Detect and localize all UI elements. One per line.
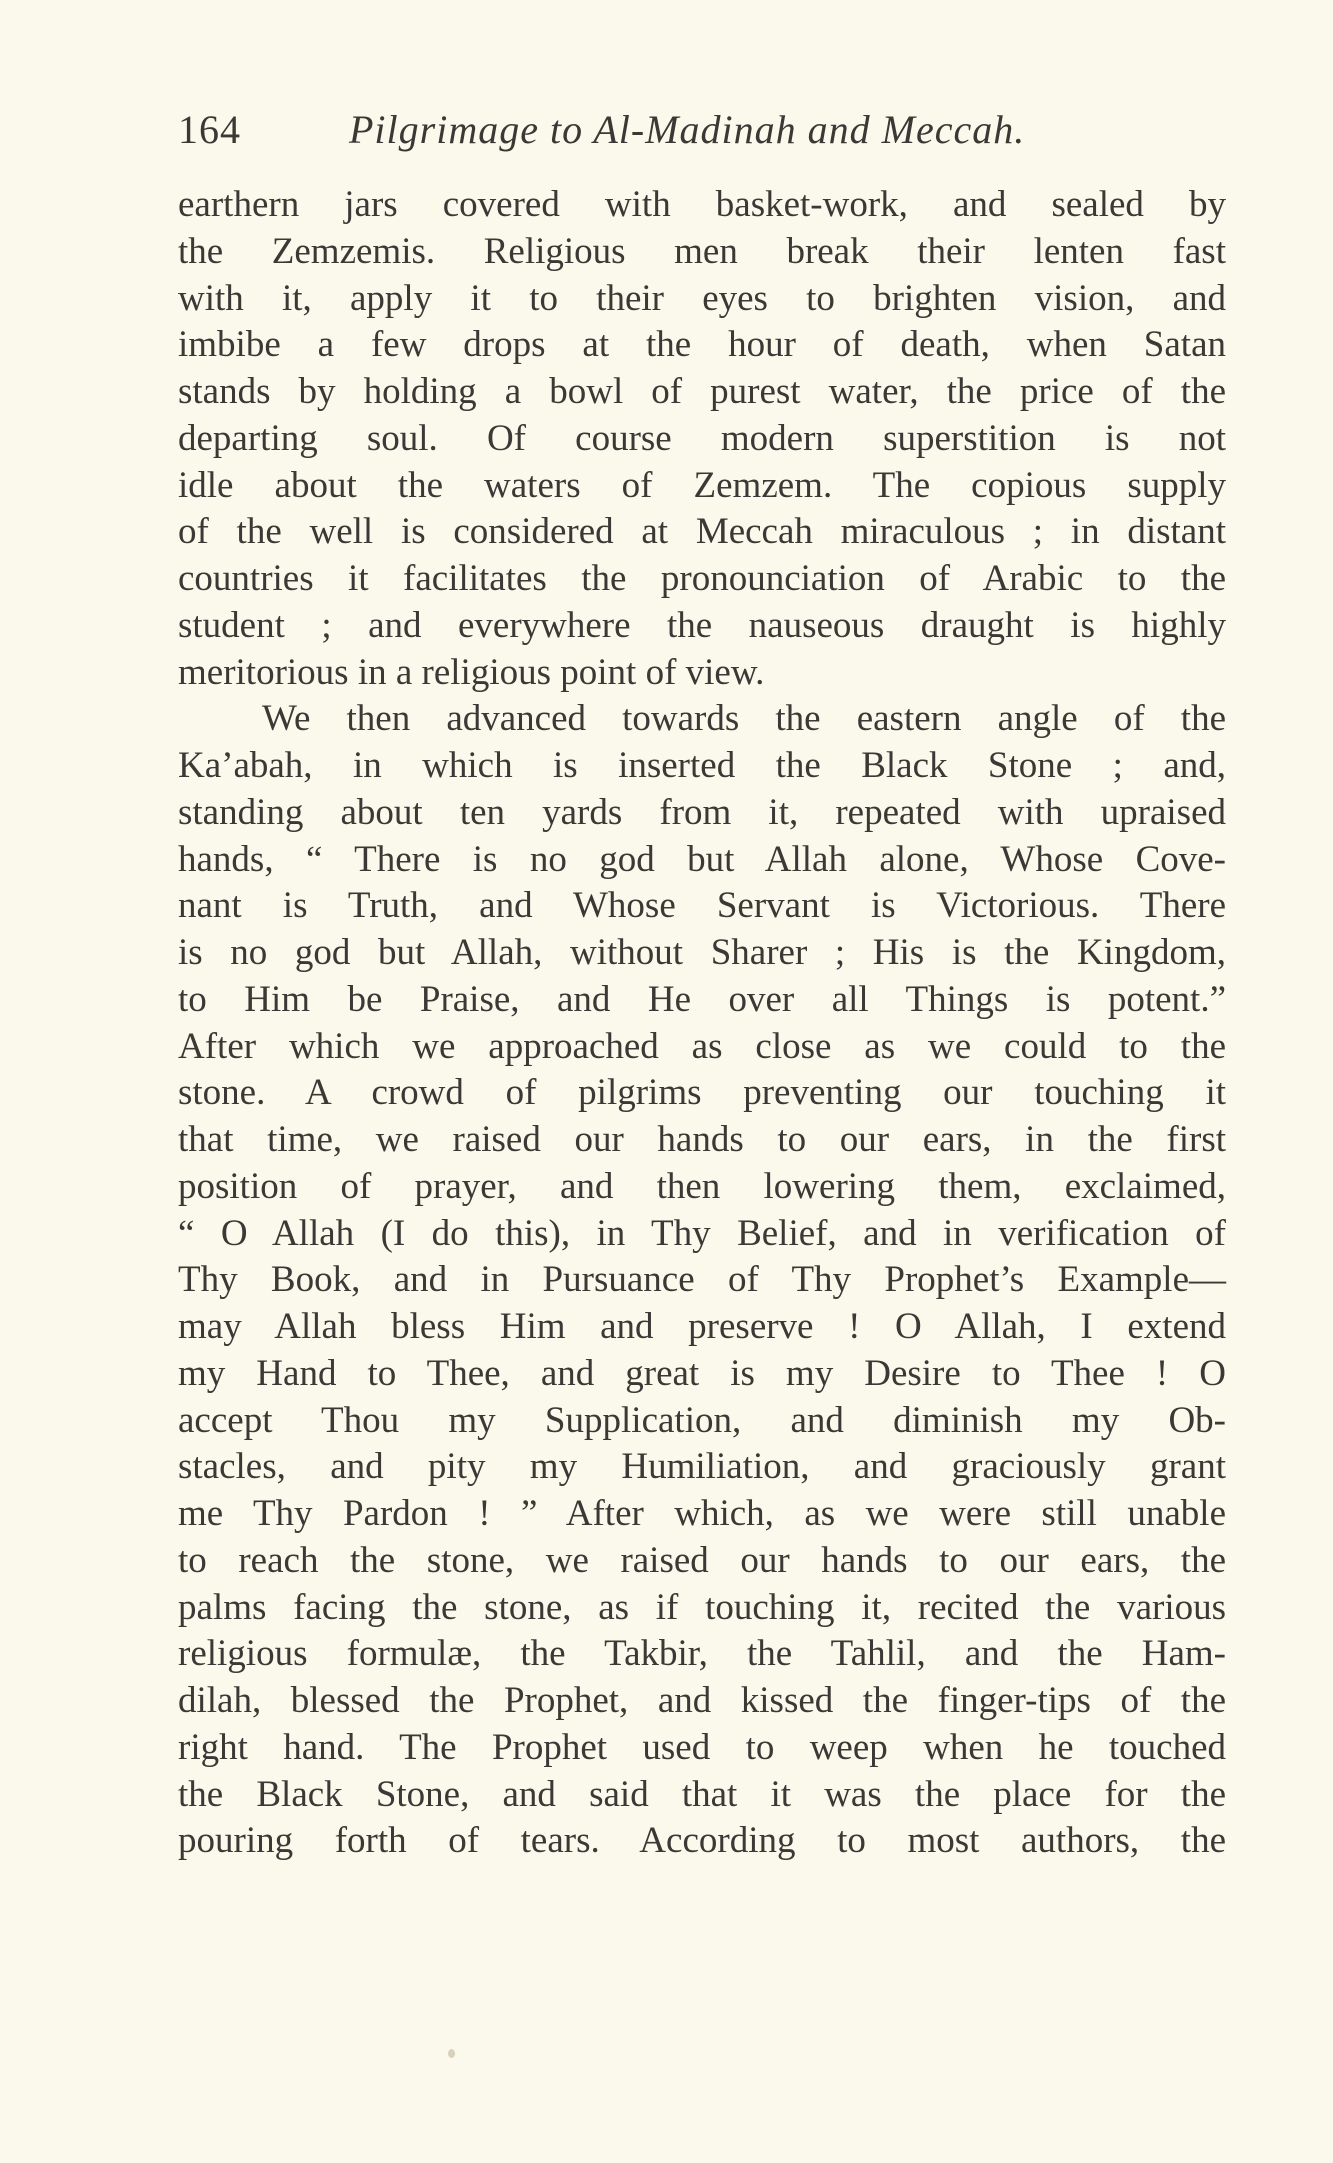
text-line: with it, apply it to their eyes to brighten vision, and [178, 277, 1226, 319]
text-line: the Black Stone, and said that it was the place for the [178, 1773, 1226, 1815]
text-line: religious formulæ, the Takbir, the Tahlil, and the Ham- [178, 1633, 1226, 1675]
running-head [178, 100, 1178, 160]
text-line: my Hand to Thee, and great is my Desire to Thee ! O [178, 1352, 1226, 1394]
page-number: 164 [178, 107, 241, 152]
text-line: stone. A crowd of pilgrims preventing our touching it [178, 1072, 1226, 1114]
text-line: right hand. The Prophet used to weep when he touched [178, 1726, 1226, 1768]
text-line: palms facing the stone, as if touching it, recited the various [178, 1586, 1226, 1628]
text-line: Thy Book, and in Pursuance of Thy Prophet’s Example— [178, 1259, 1226, 1301]
running-title: Pilgrimage to Al-Madinah and Meccah. [349, 107, 1026, 152]
text-line: stacles, and pity my Humiliation, and graciously grant [178, 1446, 1226, 1488]
text-line: imbibe a few drops at the hour of death, when Satan [178, 324, 1226, 366]
text-line: position of prayer, and then lowering them, exclaimed, [178, 1165, 1226, 1207]
text-line: to Him be Praise, and He over all Things is potent.” [178, 978, 1226, 1020]
text-line: After which we approached as close as we could to the [178, 1025, 1226, 1067]
text-line: “ O Allah (I do this), in Thy Belief, and in verification of [178, 1212, 1226, 1254]
text-line: hands, “ There is no god but Allah alone, Whose Cove- [178, 838, 1226, 880]
text-line: pouring forth of tears. According to most authors, the [178, 1820, 1226, 1862]
text-line: earthern jars covered with basket-work, and sealed by [178, 184, 1226, 225]
text-line: is no god but Allah, without Sharer ; His is the Kingdom, [178, 932, 1226, 973]
text-line: nant is Truth, and Whose Servant is Victorious. There [178, 885, 1226, 927]
text-line: idle about the waters of Zemzem. The copious supply [178, 464, 1226, 506]
body-text [178, 182, 1226, 1865]
text-line: stands by holding a bowl of purest water, the price of the [178, 371, 1226, 412]
text-line: me Thy Pardon ! ” After which, as we were still unable [178, 1493, 1226, 1534]
text-line: Ka’abah, in which is inserted the Black Stone ; and, [178, 745, 1226, 786]
text-line: may Allah bless Him and preserve ! O Allah, I extend [178, 1306, 1226, 1347]
text-line: accept Thou my Supplication, and diminish my Ob- [178, 1399, 1226, 1441]
paper-speck [448, 2049, 455, 2058]
text-line: student ; and everywhere the nauseous draught is highly [178, 604, 1226, 646]
text-line: to reach the stone, we raised our hands to our ears, the [178, 1539, 1226, 1581]
paragraph-end-line: meritorious in a religious point of view. [178, 651, 765, 693]
text-line: dilah, blessed the Prophet, and kissed the finger-tips of the [178, 1680, 1226, 1721]
paragraph-first-line: We then advanced towards the eastern angle of the [262, 698, 1226, 740]
text-line: the Zemzemis. Religious men break their lenten fast [178, 230, 1226, 272]
text-line: of the well is considered at Meccah miraculous ; in distant [178, 511, 1226, 553]
text-line: that time, we raised our hands to our ears, in the first [178, 1119, 1226, 1160]
text-line: standing about ten yards from it, repeated with upraised [178, 791, 1226, 833]
text-line: departing soul. Of course modern superstition is not [178, 417, 1226, 459]
text-line: countries it facilitates the pronounciation of Arabic to the [178, 558, 1226, 599]
